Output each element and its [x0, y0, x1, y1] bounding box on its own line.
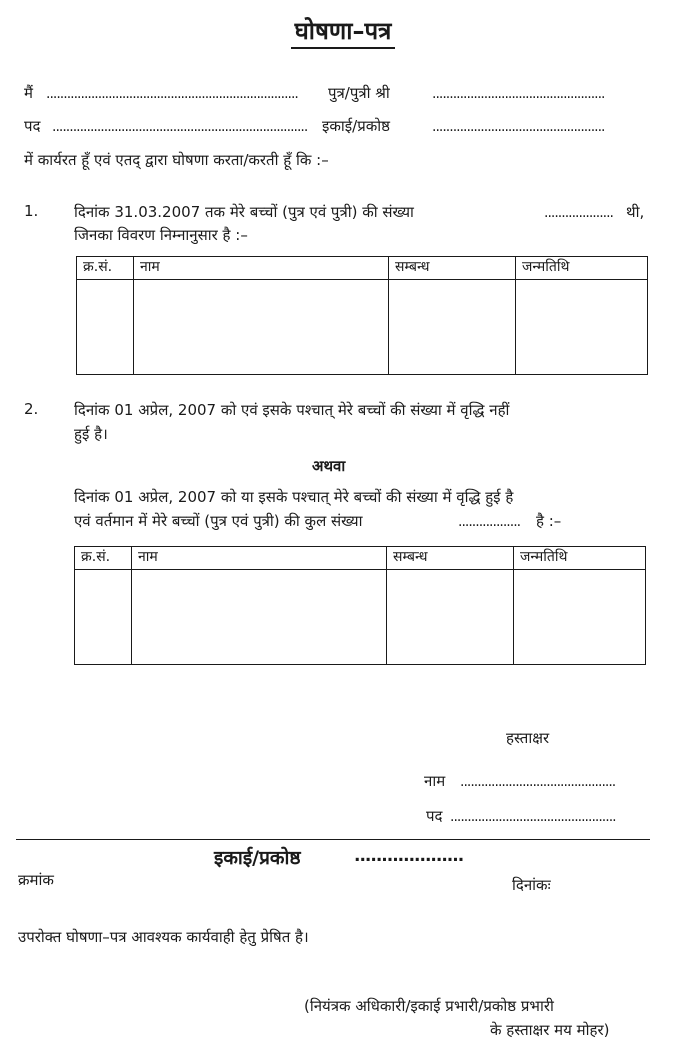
- point-1-number: 1.: [24, 202, 39, 220]
- col-relation: सम्बन्ध: [389, 257, 516, 280]
- declaration-statement: में कार्यरत हूँ एवं एतद् द्वारा घोषणा करता/करती हूँ कि :–: [24, 151, 329, 169]
- point-2-number: 2.: [24, 400, 39, 418]
- children-table-2: [74, 546, 646, 665]
- signature-name-label: नाम: [424, 772, 446, 790]
- post-blank[interactable]: ..........................................................................: [52, 119, 308, 135]
- cell-serial[interactable]: [75, 570, 132, 665]
- cell-serial[interactable]: [77, 280, 134, 375]
- col-serial: क्र.सं.: [77, 257, 134, 280]
- signatory-line-2: के हस्ताक्षर मय मोहर): [490, 1021, 610, 1039]
- col-name: नाम: [132, 547, 387, 570]
- col-serial: क्र.सं.: [75, 547, 132, 570]
- i-label: मैं: [24, 84, 33, 102]
- office-unit-heading: इकाई/प्रकोष्ठ: [214, 847, 301, 869]
- point-2-line-3: दिनांक 01 अप्रेल, 2007 को या इसके पश्चात् मेरे बच्चों की संख्या में वृद्धि हुई है: [74, 488, 514, 506]
- signature-name-blank[interactable]: .............................................: [460, 774, 616, 790]
- unit-blank[interactable]: ..................................................: [432, 119, 605, 135]
- cell-dob[interactable]: [514, 570, 646, 665]
- cell-name[interactable]: [132, 570, 387, 665]
- serial-number-label: क्रमांक: [18, 871, 54, 889]
- name-blank[interactable]: .........................................................................: [46, 86, 298, 102]
- signature-post-blank[interactable]: ................................................: [450, 809, 616, 825]
- or-label: अथवा: [312, 457, 346, 475]
- signatory-line-1: (नियंत्रक अधिकारी/इकाई प्रभारी/प्रकोष्ठ प्रभारी: [304, 997, 554, 1015]
- point-1-suffix: थी,: [626, 203, 645, 221]
- point-2-line-4: एवं वर्तमान में मेरे बच्चों (पुत्र एवं पुत्री) की कुल संख्या: [74, 512, 363, 530]
- cell-dob[interactable]: [516, 280, 648, 375]
- cell-name[interactable]: [134, 280, 389, 375]
- point-2-line-2: हुई है।: [74, 425, 108, 443]
- unit-label: इकाई/प्रकोष्ठ: [322, 117, 390, 135]
- point-1-text: दिनांक 31.03.2007 तक मेरे बच्चों (पुत्र एवं पुत्री) की संख्या: [74, 203, 414, 221]
- forwarding-text: उपरोक्त घोषणा–पत्र आवश्यक कार्यवाही हेतु प्रेषित है।: [18, 928, 309, 946]
- point-2-line-4-suffix: है :–: [536, 512, 562, 530]
- cell-relation[interactable]: [389, 280, 516, 375]
- col-name: नाम: [134, 257, 389, 280]
- point-2-line-1: दिनांक 01 अप्रेल, 2007 को एवं इसके पश्चात् मेरे बच्चों की संख्या में वृद्धि नहीं: [74, 401, 510, 419]
- father-name-blank[interactable]: ..................................................: [432, 86, 605, 102]
- col-relation: सम्बन्ध: [387, 547, 514, 570]
- col-dob: जन्मतिथि: [514, 547, 646, 570]
- relation-label: पुत्र/पुत्री श्री: [328, 84, 390, 102]
- cell-relation[interactable]: [387, 570, 514, 665]
- post-label: पद: [24, 117, 41, 135]
- section-divider: [16, 839, 650, 840]
- children-table-1: [76, 256, 648, 375]
- signature-label: हस्ताक्षर: [506, 729, 550, 747]
- page-title: घोषणा–पत्र: [0, 14, 686, 47]
- col-dob: जन्मतिथि: [516, 257, 648, 280]
- office-unit-blank[interactable]: ....................: [354, 846, 464, 866]
- point-1-line-2: जिनका विवरण निम्नानुसार है :–: [74, 226, 248, 244]
- signature-post-label: पद: [426, 807, 443, 825]
- children-count-blank[interactable]: ....................: [544, 205, 614, 221]
- date-label: दिनांकः: [512, 876, 551, 894]
- total-children-blank[interactable]: ..................: [458, 514, 521, 530]
